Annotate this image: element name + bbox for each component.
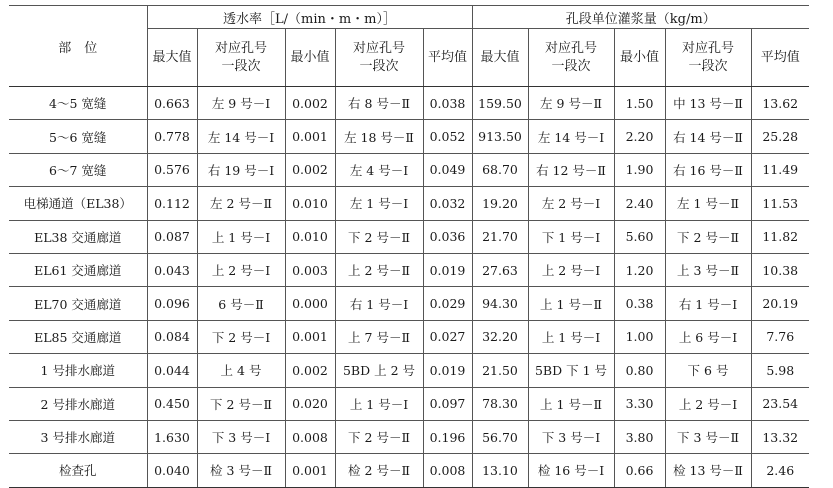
cell-part: 4～5 宽缝 [9,87,147,120]
cell-grout-avg: 2.46 [751,454,809,487]
cell-part: 检查孔 [9,454,147,487]
cell-grout-min: 5.60 [614,220,665,253]
cell-perm-min-hole: 左 18 号－Ⅱ [335,120,423,153]
grouting-results-table [9,5,809,488]
header-grout-max-hole: 对应孔号 一段次 [528,29,614,87]
cell-perm-avg: 0.019 [423,253,472,286]
cell-perm-min: 0.002 [285,153,335,186]
cell-grout-min-hole: 下 6 号 [665,354,751,387]
cell-perm-max-hole: 左 9 号－Ⅰ [197,87,285,120]
cell-perm-max-hole: 上 1 号－Ⅰ [197,220,285,253]
cell-grout-avg: 7.76 [751,320,809,353]
cell-grout-max: 159.50 [472,87,528,120]
cell-grout-max-hole: 上 2 号－Ⅰ [528,253,614,286]
table-row [9,454,809,487]
header-perm-min: 最小值 [285,29,335,87]
cell-grout-min-hole: 右 16 号－Ⅱ [665,153,751,186]
cell-grout-avg: 13.32 [751,420,809,453]
cell-grout-min-hole: 左 1 号－Ⅱ [665,187,751,220]
cell-perm-avg: 0.196 [423,420,472,453]
cell-perm-max: 0.087 [147,220,197,253]
cell-perm-min-hole: 上 7 号－Ⅱ [335,320,423,353]
cell-perm-max: 0.040 [147,454,197,487]
cell-grout-min: 1.90 [614,153,665,186]
header-grout-min-hole: 对应孔号 一段次 [665,29,751,87]
cell-perm-avg: 0.036 [423,220,472,253]
cell-perm-max: 0.663 [147,87,197,120]
table-row [9,320,809,353]
cell-perm-max: 0.096 [147,287,197,320]
cell-perm-min-hole: 左 1 号－Ⅰ [335,187,423,220]
cell-part: EL70 交通廊道 [9,287,147,320]
cell-perm-min: 0.001 [285,454,335,487]
cell-grout-min-hole: 右 1 号－Ⅰ [665,287,751,320]
cell-perm-min: 0.001 [285,120,335,153]
cell-grout-min: 3.30 [614,387,665,420]
cell-grout-min-hole: 下 2 号－Ⅱ [665,220,751,253]
cell-grout-min: 0.80 [614,354,665,387]
cell-grout-avg: 23.54 [751,387,809,420]
cell-grout-min: 2.40 [614,187,665,220]
cell-perm-avg: 0.027 [423,320,472,353]
cell-grout-max: 27.63 [472,253,528,286]
cell-perm-min: 0.020 [285,387,335,420]
cell-part: 电梯通道（EL38） [9,187,147,220]
table-row [9,420,809,453]
cell-part: 2 号排水廊道 [9,387,147,420]
cell-perm-max: 0.778 [147,120,197,153]
table-row [9,187,809,220]
cell-part: EL85 交通廊道 [9,320,147,353]
cell-perm-max-hole: 下 2 号－Ⅱ [197,387,285,420]
cell-grout-max: 21.50 [472,354,528,387]
cell-part: 1 号排水廊道 [9,354,147,387]
cell-perm-min: 0.010 [285,187,335,220]
cell-grout-max-hole: 左 9 号－Ⅱ [528,87,614,120]
cell-perm-max-hole: 上 2 号－Ⅰ [197,253,285,286]
cell-perm-max-hole: 下 2 号－Ⅰ [197,320,285,353]
header-perm-max-hole: 对应孔号 一段次 [197,29,285,87]
cell-perm-min: 0.001 [285,320,335,353]
cell-grout-avg: 11.49 [751,153,809,186]
cell-perm-min-hole: 右 8 号－Ⅱ [335,87,423,120]
cell-grout-max: 32.20 [472,320,528,353]
table-row [9,87,809,120]
cell-grout-min: 1.50 [614,87,665,120]
cell-grout-max-hole: 上 1 号－Ⅰ [528,320,614,353]
cell-perm-min: 0.002 [285,354,335,387]
cell-perm-max-hole: 6 号－Ⅱ [197,287,285,320]
cell-perm-max-hole: 右 19 号－Ⅰ [197,153,285,186]
cell-perm-max-hole: 上 4 号 [197,354,285,387]
cell-perm-min: 0.002 [285,87,335,120]
cell-perm-min-hole: 上 2 号－Ⅱ [335,253,423,286]
header-grout-take-group: 孔段单位灌浆量（kg/m） [472,6,809,29]
cell-grout-max-hole: 下 1 号－Ⅰ [528,220,614,253]
cell-part: EL38 交通廊道 [9,220,147,253]
cell-perm-max: 1.630 [147,420,197,453]
cell-part: 3 号排水廊道 [9,420,147,453]
header-grout-min: 最小值 [614,29,665,87]
cell-grout-max: 19.20 [472,187,528,220]
cell-grout-min: 1.20 [614,253,665,286]
cell-grout-min-hole: 下 3 号－Ⅱ [665,420,751,453]
cell-grout-max-hole: 检 16 号－Ⅰ [528,454,614,487]
cell-perm-max: 0.043 [147,253,197,286]
cell-perm-avg: 0.032 [423,187,472,220]
cell-grout-max: 13.10 [472,454,528,487]
cell-perm-min-hole: 上 1 号－Ⅰ [335,387,423,420]
cell-grout-avg: 11.53 [751,187,809,220]
cell-grout-avg: 20.19 [751,287,809,320]
table-body [9,87,809,488]
header-grout-max: 最大值 [472,29,528,87]
cell-perm-max: 0.112 [147,187,197,220]
cell-perm-min-hole: 左 4 号－Ⅰ [335,153,423,186]
cell-perm-min-hole: 检 2 号－Ⅱ [335,454,423,487]
cell-grout-max-hole: 上 1 号－Ⅱ [528,287,614,320]
cell-grout-min: 2.20 [614,120,665,153]
cell-perm-max: 0.084 [147,320,197,353]
header-group-row [9,6,809,29]
table-row [9,153,809,186]
cell-grout-avg: 13.62 [751,87,809,120]
cell-grout-min-hole: 上 2 号－Ⅰ [665,387,751,420]
cell-grout-max: 68.70 [472,153,528,186]
cell-perm-max-hole: 左 14 号－Ⅰ [197,120,285,153]
cell-perm-max: 0.450 [147,387,197,420]
cell-perm-max-hole: 下 3 号－Ⅰ [197,420,285,453]
cell-perm-avg: 0.038 [423,87,472,120]
cell-grout-max: 56.70 [472,420,528,453]
header-perm-max: 最大值 [147,29,197,87]
table-row [9,220,809,253]
cell-perm-max-hole: 左 2 号－Ⅱ [197,187,285,220]
cell-perm-min: 0.010 [285,220,335,253]
cell-perm-min-hole: 下 2 号－Ⅱ [335,220,423,253]
cell-grout-min: 0.38 [614,287,665,320]
cell-perm-min-hole: 下 2 号－Ⅱ [335,420,423,453]
cell-perm-avg: 0.008 [423,454,472,487]
cell-grout-min: 1.00 [614,320,665,353]
cell-grout-max: 78.30 [472,387,528,420]
cell-grout-max-hole: 右 12 号－Ⅱ [528,153,614,186]
cell-perm-avg: 0.029 [423,287,472,320]
cell-grout-max-hole: 左 2 号－Ⅰ [528,187,614,220]
cell-perm-min: 0.008 [285,420,335,453]
cell-perm-min: 0.003 [285,253,335,286]
cell-part: 6～7 宽缝 [9,153,147,186]
cell-grout-avg: 11.82 [751,220,809,253]
cell-part: 5～6 宽缝 [9,120,147,153]
cell-perm-max-hole: 检 3 号－Ⅱ [197,454,285,487]
cell-grout-min-hole: 中 13 号－Ⅱ [665,87,751,120]
cell-grout-min: 3.80 [614,420,665,453]
cell-grout-min-hole: 右 14 号－Ⅱ [665,120,751,153]
header-perm-min-hole: 对应孔号 一段次 [335,29,423,87]
cell-grout-min: 0.66 [614,454,665,487]
cell-grout-max-hole: 5BD 下 1 号 [528,354,614,387]
table-header [9,6,809,87]
cell-grout-max-hole: 左 14 号－Ⅰ [528,120,614,153]
cell-grout-max-hole: 上 1 号－Ⅱ [528,387,614,420]
cell-perm-min-hole: 右 1 号－Ⅰ [335,287,423,320]
grouting-results-table-container [9,5,809,488]
header-perm-avg: 平均值 [423,29,472,87]
cell-grout-avg: 10.38 [751,253,809,286]
table-row [9,287,809,320]
cell-grout-avg: 25.28 [751,120,809,153]
cell-part: EL61 交通廊道 [9,253,147,286]
cell-grout-max: 913.50 [472,120,528,153]
cell-perm-min: 0.000 [285,287,335,320]
table-row [9,387,809,420]
cell-grout-min-hole: 上 6 号－Ⅰ [665,320,751,353]
cell-grout-min-hole: 上 3 号－Ⅱ [665,253,751,286]
cell-perm-max: 0.044 [147,354,197,387]
table-row [9,120,809,153]
cell-grout-min-hole: 检 13 号－Ⅱ [665,454,751,487]
cell-perm-avg: 0.049 [423,153,472,186]
header-permeability-group: 透水率［L/（min・m・m）］ [147,6,472,29]
table-row [9,253,809,286]
cell-perm-avg: 0.052 [423,120,472,153]
cell-perm-avg: 0.097 [423,387,472,420]
cell-grout-max-hole: 下 3 号－Ⅰ [528,420,614,453]
cell-grout-max: 21.70 [472,220,528,253]
cell-grout-max: 94.30 [472,287,528,320]
table-row [9,354,809,387]
cell-perm-min-hole: 5BD 上 2 号 [335,354,423,387]
cell-perm-max: 0.576 [147,153,197,186]
header-part: 部 位 [9,6,147,87]
cell-grout-avg: 5.98 [751,354,809,387]
header-grout-avg: 平均值 [751,29,809,87]
cell-perm-avg: 0.019 [423,354,472,387]
